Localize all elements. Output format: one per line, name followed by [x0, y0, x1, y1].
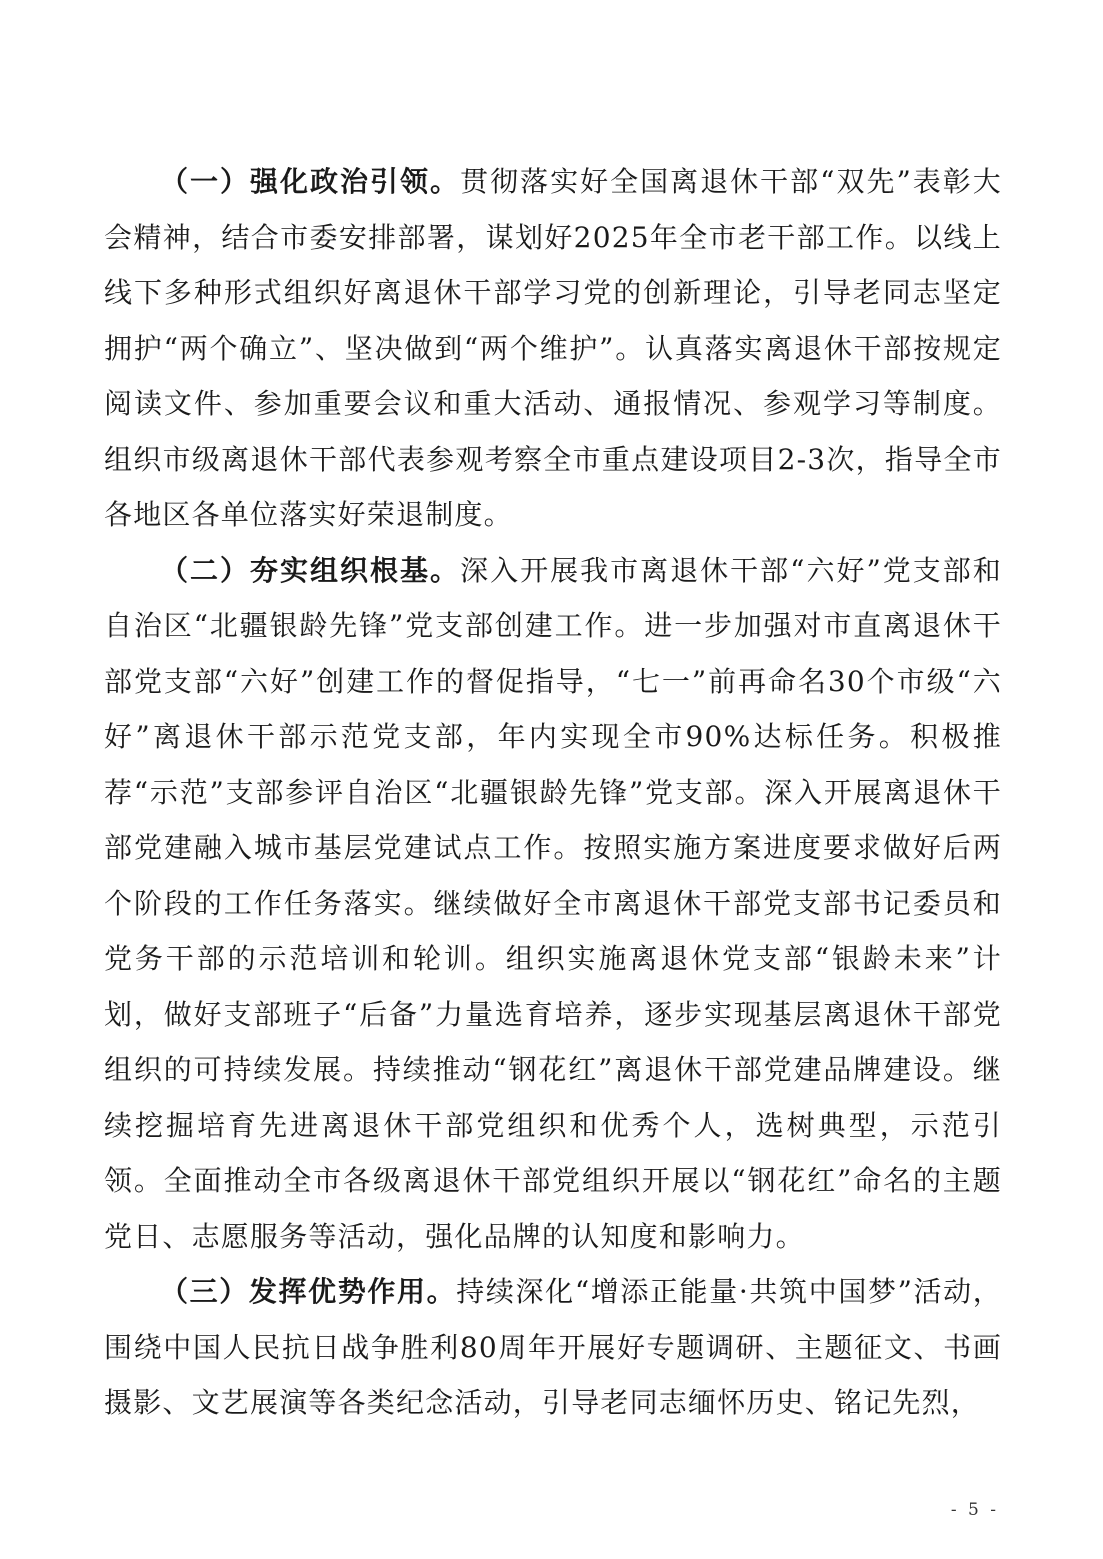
page-number: - 5 - [950, 1500, 999, 1520]
paragraph-organization-foundation [104, 543, 1002, 1265]
document-body [104, 154, 1002, 1431]
paragraph-text: 贯彻落实好全国离退休干部“双先”表彰大会精神，结合市委安排部署，谋划好2025年全市老干部工作。以线上线下多种形式组织好离退休干部学习党的创新理论，引导老同志坚定拥护“两个确立”、坚决做到“两个维护”。认真落实离退休干部按规定阅读文件、参加重要会议和重大活动、通报情况、参观学习等制度。组织市级离退休干部代表参观考察全市重点建设项目2-3次，指导全市各地区各单位落实好荣退制度。 [104, 165, 1002, 531]
paragraph-heading: （一）强化政治引领。 [160, 165, 461, 198]
paragraph-text: 持续深化“增添正能量·共筑中国梦”活动，围绕中国人民抗日战争胜利80周年开展好专题调研、主题征文、书画摄影、文艺展演等各类纪念活动，引导老同志缅怀历史、铭记先烈， [104, 1275, 1002, 1419]
paragraph-political-guidance [104, 154, 1002, 543]
paragraph-heading: （三）发挥优势作用。 [160, 1275, 457, 1308]
paragraph-heading: （二）夯实组织根基。 [160, 553, 461, 587]
paragraph-leverage-strengths [104, 1264, 1002, 1431]
paragraph-text: 深入开展我市离退休干部“六好”党支部和自治区“北疆银龄先锋”党支部创建工作。进一步加强对市直离退休干部党支部“六好”创建工作的督促指导，“七一”前再命名30个市级“六好”离退休干部示范党支部，年内实现全市90%达标任务。积极推荐“示范”支部参评自治区“北疆银龄先锋”党支部。深入开展离退休干部党建融入城市基层党建试点工作。按照实施方案进度要求做好后两个阶段的工作任务落实。继续做好全市离退休干部党支部书记委员和党务干部的示范培训和轮训。组织实施离退休党支部“银龄未来”计划，做好支部班子“后备”力量选育培养，逐步实现基层离退休干部党组织的可持续发展。持续推动“钢花红”离退休干部党建品牌建设。继续挖掘培育先进离退休干部党组织和优秀个人，选树典型，示范引领。全面推动全市各级离退休干部党组织开展以“钢花红”命名的主题党日、志愿服务等活动，强化品牌的认知度和影响力。 [104, 553, 1002, 1253]
